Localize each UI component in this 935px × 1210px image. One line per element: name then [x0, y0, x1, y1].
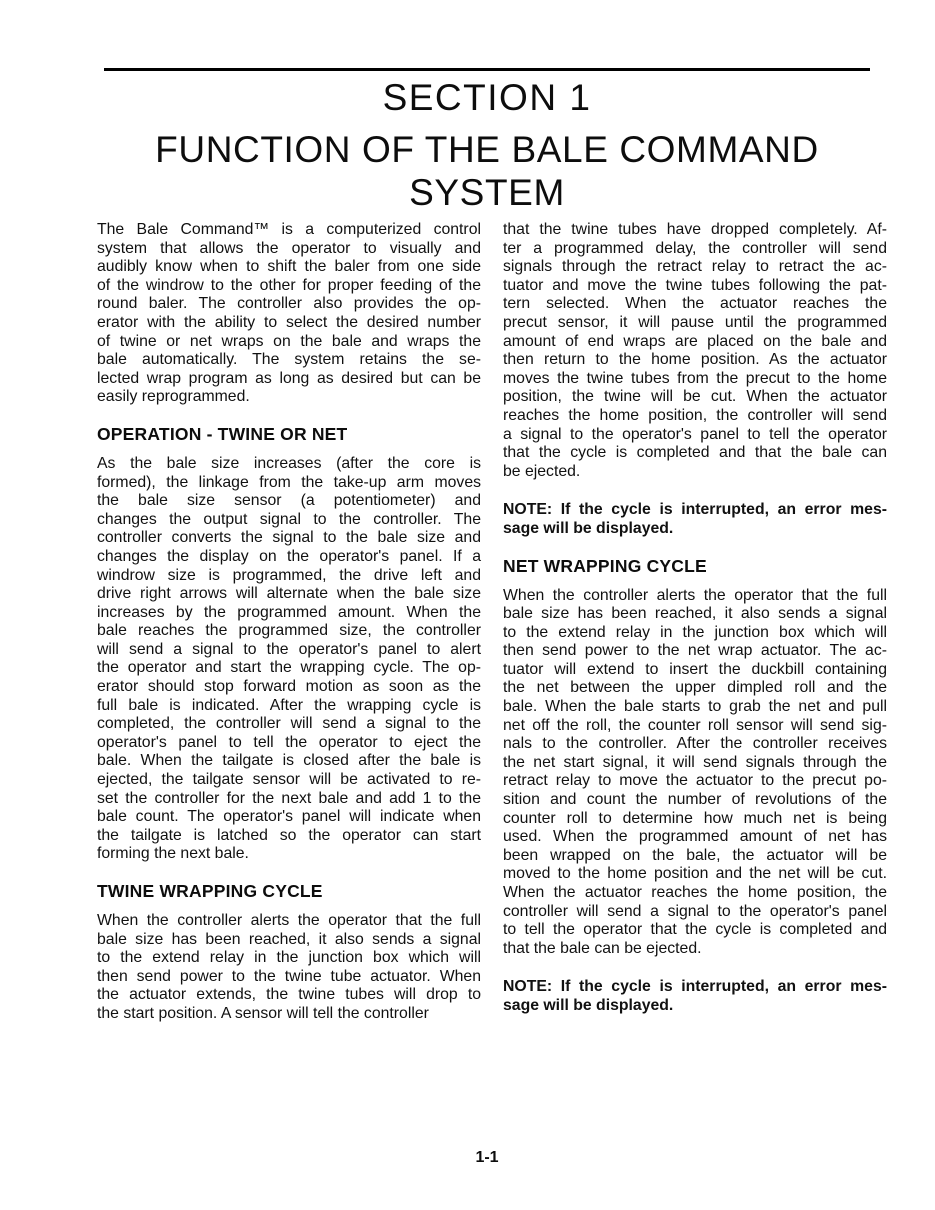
text-line: sition and count the number of revolutions of the [503, 791, 887, 809]
two-column-body [97, 221, 887, 1024]
text-line: the bale size sensor (a potentiometer) and [97, 492, 481, 510]
text-line: of twine or net wraps on the bale and wraps the [97, 332, 481, 350]
text-line: sage will be displayed. [503, 996, 674, 1014]
text-line: counter roll to determine how much net is being [503, 809, 887, 827]
text-line: tuator will extend to insert the duckbill containing [503, 660, 887, 678]
text-line: then return to the home position. As the actuator [503, 351, 887, 369]
text-line: easily reprogrammed. [97, 388, 250, 406]
section-heading: TWINE WRAPPING CYCLE [97, 881, 323, 901]
body-paragraph [503, 587, 887, 959]
text-line: When the controller alerts the operator that the full [503, 586, 887, 604]
text-line: bale. When the tailgate is closed after the bale is [97, 752, 481, 770]
text-line: be ejected. [503, 462, 581, 480]
text-line: nals to the controller. After the controller receives [503, 735, 887, 753]
text-line: changes the display on the operator's panel. If a [97, 547, 481, 565]
text-line: to the extend relay in the junction box which will [97, 949, 481, 967]
text-line: net off the roll, the counter roll sensor will send sig- [503, 716, 887, 734]
text-line: formed), the linkage from the take-up arm moves [97, 473, 481, 491]
right-column [503, 221, 887, 1024]
text-line: NOTE: If the cycle is interrupted, an error mes- [503, 978, 887, 996]
text-line: that the bale can be ejected. [503, 939, 702, 957]
text-line: retract relay to move the actuator to the precut po- [503, 772, 887, 790]
text-line: forming the next bale. [97, 845, 249, 863]
text-line: then send power to the twine tube actuator. When [97, 967, 481, 985]
page-title [104, 128, 870, 214]
text-line: bale automatically. The system retains the se- [97, 351, 481, 369]
text-line: increases by the programmed amount. When the [97, 603, 481, 621]
text-line: erator should stop forward motion as soon as the [97, 678, 481, 696]
text-line: ter a programmed delay, the controller will send [503, 239, 887, 257]
text-line: that the twine tubes have dropped completely. Af- [503, 221, 887, 238]
text-line: the start position. A sensor will tell the controller [97, 1004, 429, 1022]
text-line: drive right arrows will alternate when the bale size [97, 585, 481, 603]
text-line: the operator and start the wrapping cycle. The op- [97, 659, 481, 677]
page-title-line-1: FUNCTION OF THE BALE COMMAND [155, 129, 819, 170]
text-line: the tailgate is latched so the operator can start [97, 826, 481, 844]
text-line: round baler. The controller also provides the op- [97, 295, 481, 313]
text-line: will send a signal to the operator's panel to alert [97, 640, 481, 658]
text-line: reaches the home position, the controller will send [503, 406, 887, 424]
text-line: used. When the programmed amount of net has [503, 828, 887, 846]
text-line: precut sensor, it will pause until the programmed [503, 313, 887, 331]
section-heading: OPERATION - TWINE OR NET [97, 423, 348, 444]
body-paragraph [97, 455, 481, 864]
text-line: When the actuator reaches the home position, the [503, 884, 887, 901]
text-line: tuator and move the twine tubes following the pat- [503, 276, 887, 294]
text-line: to tell the operator that the cycle is completed and [503, 921, 887, 939]
text-line: operator's panel to tell the operator to eject the [97, 733, 481, 751]
page-number: 1-1 [475, 1149, 499, 1166]
note-paragraph [503, 978, 887, 1015]
text-line: tern selected. When the actuator reaches the [503, 295, 887, 313]
text-line: When the controller alerts the operator that the full [97, 912, 481, 929]
text-line: ejected, the tailgate sensor will be activated to re- [97, 771, 481, 789]
text-line: a signal to the operator's panel to tell the operator [503, 425, 887, 443]
text-line: controller converts the signal to the bale size and [97, 529, 481, 547]
text-line: of the windrow to the other for proper feeding of the [97, 276, 481, 294]
text-line: the actuator extends, the twine tubes will drop to [97, 986, 481, 1004]
text-line: bale. When the bale starts to grab the net and pull [503, 698, 887, 716]
text-line: NOTE: If the cycle is interrupted, an error mes- [503, 501, 887, 519]
text-line: bale size has been reached, it also sends a signal [97, 930, 481, 948]
text-line: moves the twine tubes from the precut to the home [503, 369, 887, 387]
text-line: set the controller for the next bale and add 1 to the [97, 789, 481, 807]
text-line: lected wrap program as long as desired but can be [97, 369, 481, 387]
title-divider-rule [104, 68, 870, 71]
text-line: The Bale Command™ is a computerized control [97, 221, 481, 238]
page-header [104, 78, 870, 214]
note-paragraph [503, 501, 887, 538]
section-heading: NET WRAPPING CYCLE [503, 555, 707, 576]
text-line: bale reaches the programmed size, the controller [97, 622, 481, 640]
text-line: sage will be displayed. [503, 519, 674, 537]
left-column [97, 221, 481, 1024]
text-line: erator with the ability to select the desired number [97, 313, 481, 331]
text-line: As the bale size increases (after the core is [97, 454, 481, 472]
text-line: amount of end wraps are placed on the bale and [503, 332, 887, 350]
body-paragraph [97, 221, 481, 407]
text-line: that the cycle is completed and that the bale can [503, 444, 887, 462]
text-line: changes the output signal to the controller. The [97, 510, 481, 528]
text-line: audibly know when to shift the baler from one side [97, 258, 481, 276]
page-title-line-2: SYSTEM [409, 172, 565, 213]
text-line: moved to the home position and the net will be cut. [503, 865, 887, 883]
text-line: windrow size is programmed, the drive left and [97, 566, 481, 584]
text-line: the net between the upper dimpled roll and the [503, 679, 887, 697]
text-line: signals through the retract relay to retract the ac- [503, 258, 887, 276]
text-line: the net start signal, it will send signals through the [503, 753, 887, 771]
text-line: to the extend relay in the junction box which will [503, 623, 887, 641]
text-line: full bale is indicated. After the wrapping cycle is [97, 696, 481, 714]
page-footer [104, 1149, 870, 1167]
text-line: system that allows the operator to visually and [97, 239, 481, 257]
body-paragraph [97, 912, 481, 1024]
section-label: SECTION 1 [382, 77, 592, 118]
text-line: controller will send a signal to the operator's panel [503, 902, 887, 920]
body-paragraph [503, 221, 887, 481]
text-line: been wrapped on the bale, the actuator will be [503, 846, 887, 864]
text-line: position, the twine will be cut. When the actuator [503, 388, 887, 406]
text-line: bale size has been reached, it also sends a signal [503, 605, 887, 623]
text-line: bale count. The operator's panel will indicate when [97, 808, 481, 826]
text-line: then send power to the net wrap actuator. The ac- [503, 642, 887, 660]
text-line: completed, the controller will send a signal to the [97, 715, 481, 733]
